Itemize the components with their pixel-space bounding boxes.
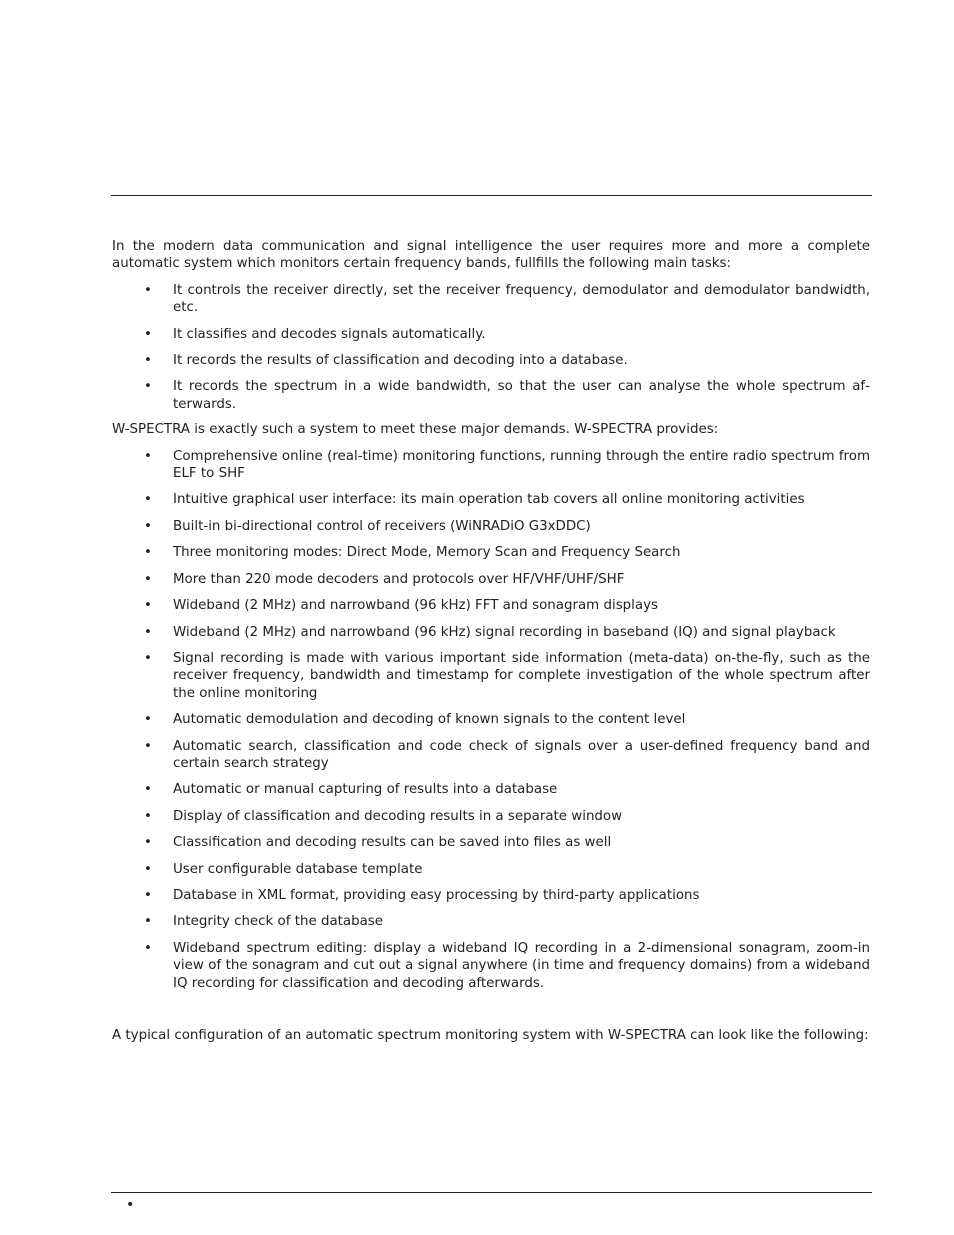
list-item: • It classifies and decodes signals automatically.	[112, 326, 870, 343]
features-list	[112, 448, 870, 992]
list-item: • Database in XML format, providing easy processing by third-party applications	[112, 887, 870, 904]
document-body	[112, 238, 870, 1044]
header-rule	[111, 195, 872, 196]
list-item: • Wideband spectrum editing: display a wideband IQ recording in a 2-dimensional sonagram, zoom-in view of the sonagram and cut out a signal anywhere (in time and frequency domains) from a wideband IQ recording for classification and decoding afterwards.	[112, 940, 870, 992]
configuration-paragraph: A typical configuration of an automatic spectrum monitoring system with W-SPECTRA can look like the following:	[112, 1028, 869, 1043]
list-item: • Wideband (2 MHz) and narrowband (96 kHz) FFT and sonagram displays	[112, 597, 870, 614]
list-item: • It controls the receiver directly, set the receiver frequency, demodulator and demodulator bandwidth, etc.	[112, 282, 870, 317]
list-item: • User configurable database template	[112, 861, 870, 878]
tasks-list	[112, 282, 870, 413]
footer-rule	[111, 1192, 872, 1193]
list-item: • Automatic or manual capturing of results into a database	[112, 781, 870, 798]
list-item: • Display of classification and decoding results in a separate window	[112, 808, 870, 825]
list-item: • It records the results of classification and decoding into a database.	[112, 352, 870, 369]
list-item: • Intuitive graphical user interface: its main operation tab covers all online monitoring activities	[112, 491, 870, 508]
list-item: • More than 220 mode decoders and protocols over HF/VHF/UHF/SHF	[112, 571, 870, 588]
list-item: • Three monitoring modes: Direct Mode, Memory Scan and Frequency Search	[112, 544, 870, 561]
list-item: • Integrity check of the database	[112, 913, 870, 930]
list-item: • Comprehensive online (real-time) monitoring functions, running through the entire radio spectrum from ELF to SHF	[112, 448, 870, 483]
list-item: • Built-in bi-directional control of receivers (WiNRADiO G3xDDC)	[112, 518, 870, 535]
list-item: • Automatic demodulation and decoding of known signals to the content level	[112, 711, 870, 728]
list-item: • Wideband (2 MHz) and narrowband (96 kHz) signal recording in baseband (IQ) and signal playback	[112, 624, 870, 641]
list-item: • Classification and decoding results can be saved into files as well	[112, 834, 870, 851]
intro-paragraph: In the modern data communication and signal intelligence the user requires more and more a complete automatic system which monitors certain frequency bands, fullfills the following main tasks:	[112, 239, 870, 272]
list-item: • It records the spectrum in a wide bandwidth, so that the user can analyse the whole spectrum afterwards.	[112, 378, 870, 413]
features-paragraph: W-SPECTRA is exactly such a system to meet these major demands. W-SPECTRA provides:	[112, 422, 719, 438]
list-item: • Signal recording is made with various important side information (meta-data) on-the-fly, such as the receiver frequency, bandwidth and timestamp for complete investigation of the whole spectrum after the online monitoring	[112, 650, 870, 702]
footer-bullet: •	[126, 1197, 135, 1213]
list-item: • Automatic search, classification and code check of signals over a user-defined frequency band and certain search strategy	[112, 738, 870, 773]
